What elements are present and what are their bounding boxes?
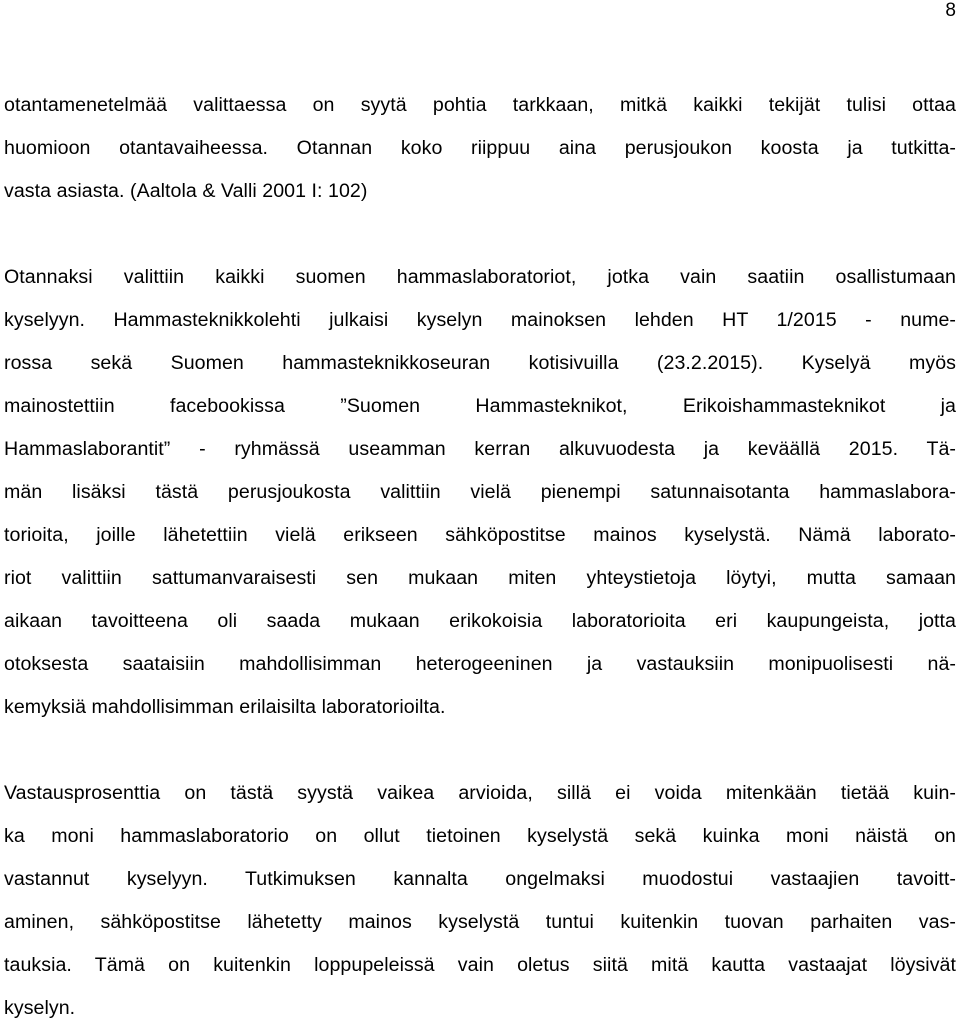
text-line: otoksesta saataisiin mahdollisimman heterogeeninen ja vastauksiin monipuolisesti nä- — [4, 653, 956, 675]
page-number: 8 — [945, 0, 956, 21]
text-line: kyselyyn. Hammasteknikkolehti julkaisi kyselyn mainoksen lehden HT 1/2015 - nume- — [4, 309, 956, 331]
text-line: aminen, sähköpostitse lähetetty mainos kyselystä tuntui kuitenkin tuovan parhaiten vas- — [4, 911, 956, 933]
text-line: mainostettiin facebookissa ”Suomen Hammasteknikot, Erikoishammasteknikot ja — [4, 395, 956, 417]
text-line: vastannut kyselyyn. Tutkimuksen kannalta ongelmaksi muodostui vastaajien tavoitt- — [4, 868, 956, 890]
text-line: aikaan tavoitteena oli saada mukaan erikokoisia laboratorioita eri kaupungeista, jotta — [4, 610, 956, 632]
text-line: riot valittiin sattumanvaraisesti sen mukaan miten yhteystietoja löytyi, mutta samaan — [4, 567, 956, 589]
text-line: torioita, joille lähetettiin vielä erikseen sähköpostitse mainos kyselystä. Nämä laborato- — [4, 524, 956, 546]
text-line: kemyksiä mahdollisimman erilaisilta laboratorioilta. — [4, 696, 446, 718]
text-line: kyselyn. — [4, 997, 76, 1019]
text-line: rossa sekä Suomen hammasteknikkoseuran kotisivuilla (23.2.2015). Kyselyä myös — [4, 352, 956, 374]
text-line: män lisäksi tästä perusjoukosta valittiin vielä pienempi satunnaisotanta hammaslabora- — [4, 481, 956, 503]
document-body — [4, 84, 956, 1030]
paragraph-response-rate — [4, 772, 956, 1030]
text-line: huomioon otantavaiheessa. Otannan koko riippuu aina perusjoukon koosta ja tutkitta- — [4, 137, 956, 159]
text-line: vasta asiasta. (Aaltola & Valli 2001 I: 102) — [4, 180, 368, 202]
text-line: otantamenetelmää valittaessa on syytä pohtia tarkkaan, mitkä kaikki tekijät tulisi ottaa — [4, 94, 956, 116]
text-line: tauksia. Tämä on kuitenkin loppupeleissä vain oletus siitä mitä kautta vastaajat löysivät — [4, 954, 956, 976]
text-line: ka moni hammaslaboratorio on ollut tietoinen kyselystä sekä kuinka moni näistä on — [4, 825, 956, 847]
paragraph-sample-selection — [4, 256, 956, 729]
text-line: Vastausprosenttia on tästä syystä vaikea arvioida, sillä ei voida mitenkään tietää kuin- — [4, 782, 956, 804]
paragraph-sampling-method — [4, 84, 956, 213]
text-line: Otannaksi valittiin kaikki suomen hammaslaboratoriot, jotka vain saatiin osallistumaan — [4, 266, 956, 288]
text-line: Hammaslaborantit” - ryhmässä useamman kerran alkuvuodesta ja keväällä 2015. Tä- — [4, 438, 956, 460]
